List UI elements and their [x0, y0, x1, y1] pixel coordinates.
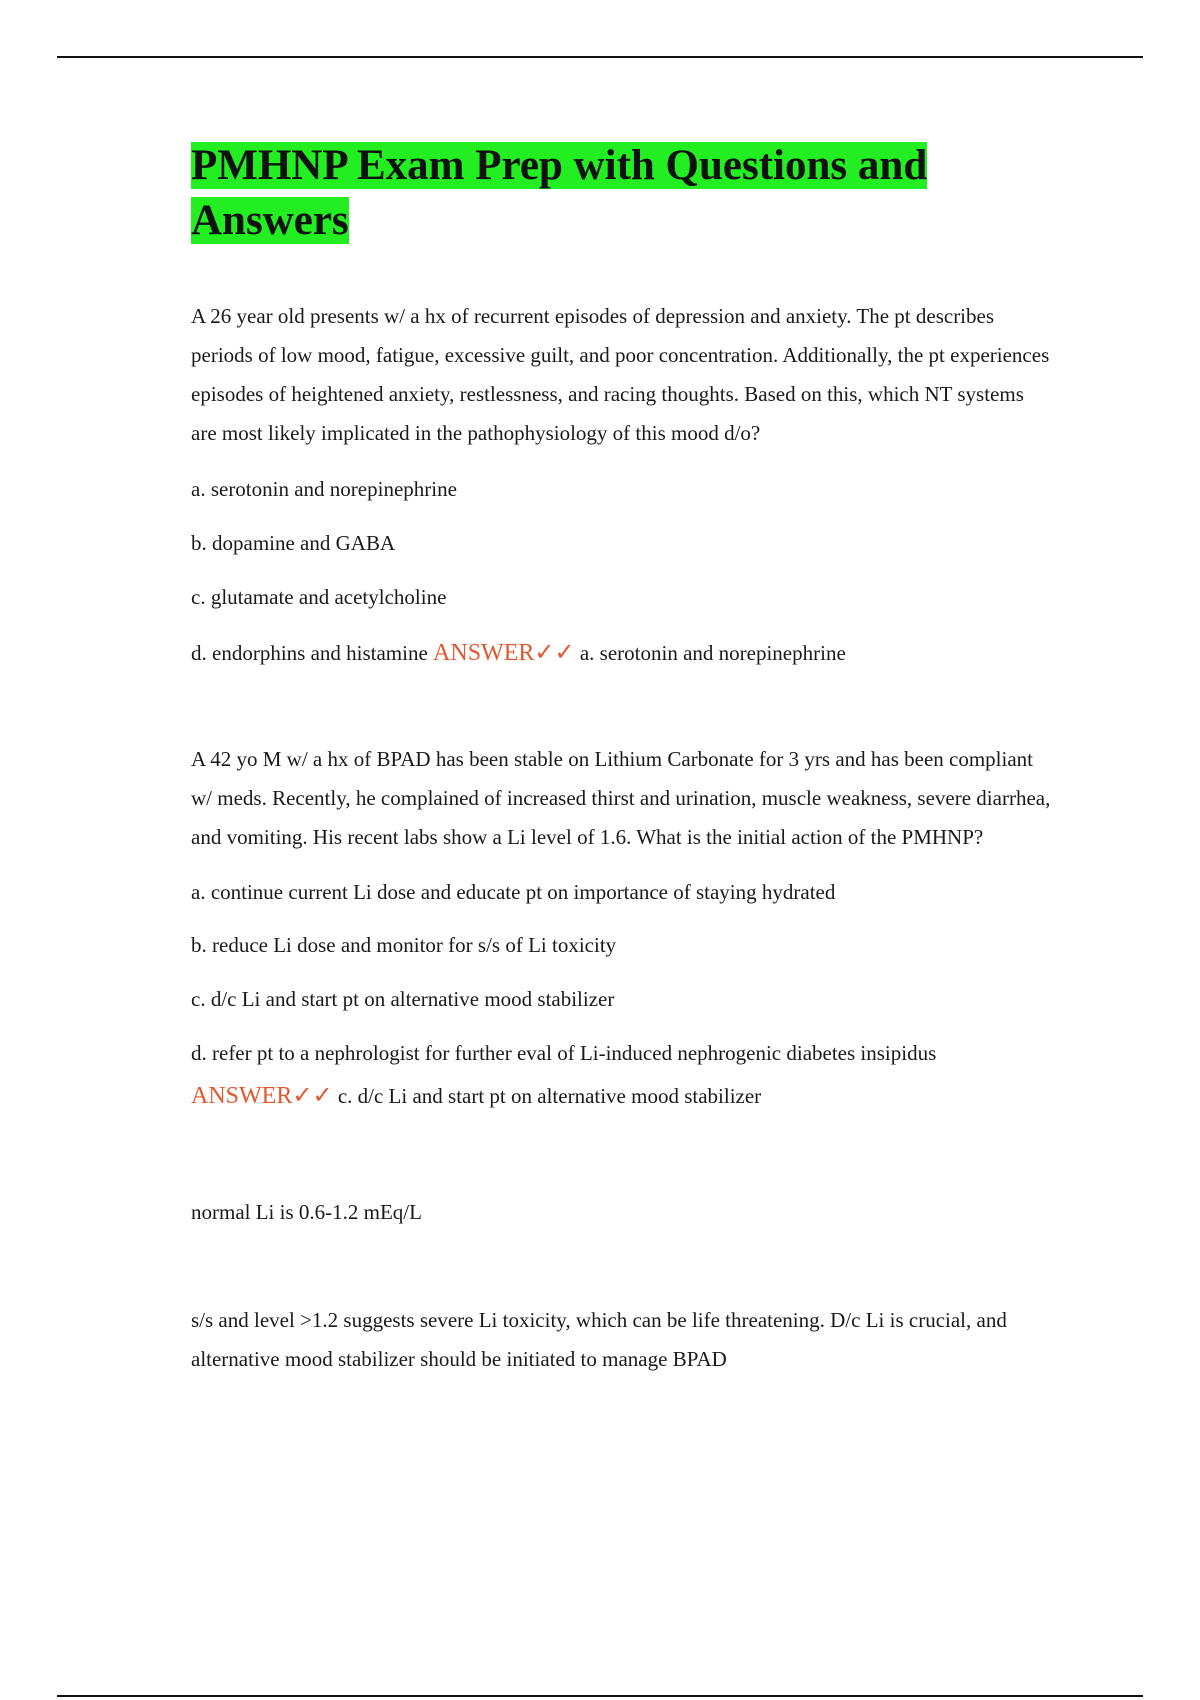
question-1-answer-label: ANSWER✓✓ [433, 640, 575, 666]
document-body [191, 138, 1051, 1379]
note-li-toxicity: s/s and level >1.2 suggests severe Li toxicity, which can be life threatening. D/c Li is crucial, and alternative mood stabilizer should be initiated to manage BPAD [191, 1308, 1007, 1371]
question-2-stem: A 42 yo M w/ a hx of BPAD has been stable on Lithium Carbonate for 3 yrs and has been compliant w/ meds. Recently, he complained of increased thirst and urination, muscle weakness, severe diarrhea, and vomiting. His recent labs show a Li level of 1.6. What is the initial action of the PMHNP? [191, 747, 1051, 849]
question-1-option-a: a. serotonin and norepinephrine [191, 477, 457, 501]
question-2-answer-line [191, 1081, 1051, 1111]
question-1-option-d [191, 638, 1051, 668]
question-2-option-c: c. d/c Li and start pt on alternative mood stabilizer [191, 987, 615, 1011]
question-2-answer-label: ANSWER✓✓ [191, 1083, 333, 1109]
question-2-option-d: d. refer pt to a nephrologist for further eval of Li-induced nephrogenic diabetes insipidus [191, 1041, 937, 1065]
question-1-option-c: c. glutamate and acetylcholine [191, 585, 447, 609]
title-highlight: PMHNP Exam Prep with Questions and Answers [191, 142, 928, 244]
question-2-answer: c. d/c Li and start pt on alternative mood stabilizer [337, 1084, 762, 1108]
question-2-option-b: b. reduce Li dose and monitor for s/s of Li toxicity [191, 933, 617, 957]
bottom-rule [57, 1695, 1143, 1697]
question-1-option-d-text: d. endorphins and histamine [191, 641, 428, 665]
question-1-stem: A 26 year old presents w/ a hx of recurrent episodes of depression and anxiety. The pt describes periods of low mood, fatigue, excessive guilt, and poor concentration. Additionally, the pt experiences episodes of heightened anxiety, restlessness, and racing thoughts. Based on this, which NT systems are most likely implicated in the pathophysiology of this mood d/o? [191, 304, 1050, 445]
question-1-option-b: b. dopamine and GABA [191, 531, 396, 555]
question-2-option-a: a. continue current Li dose and educate pt on importance of staying hydrated [191, 880, 836, 904]
document-title [191, 138, 1051, 248]
top-rule [57, 56, 1143, 58]
note-normal-li: normal Li is 0.6-1.2 mEq/L [191, 1200, 422, 1224]
question-1-answer: a. serotonin and norepinephrine [579, 641, 846, 665]
